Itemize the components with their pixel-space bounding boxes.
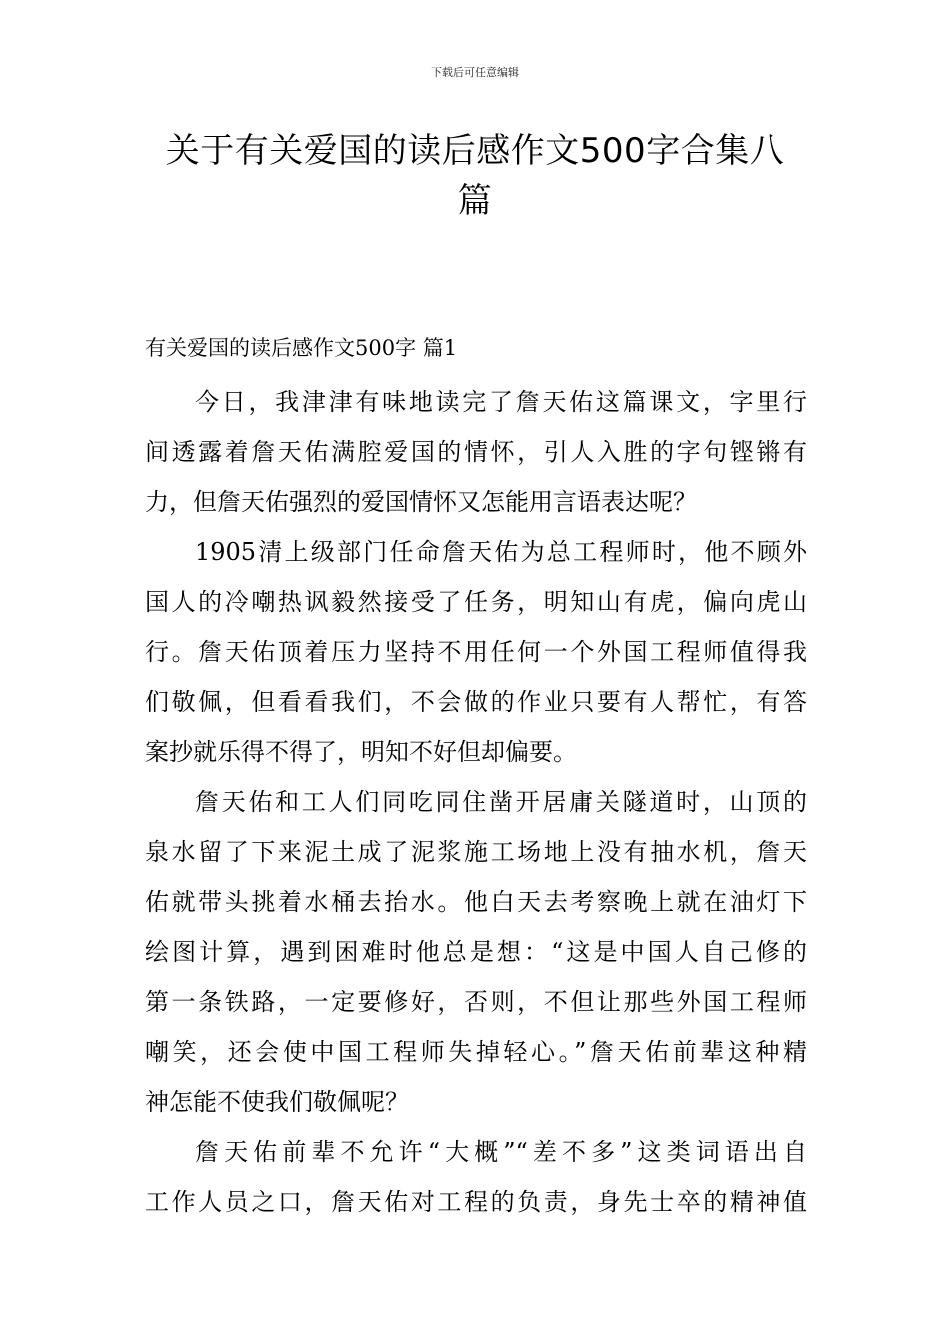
text-line: 们敬佩，但看看我们，不会做的作业只要有人帮忙，有答	[145, 688, 807, 716]
text-line: 行。詹天佑顶着压力坚持不用任何一个外国工程师值得我	[145, 638, 807, 666]
header-note: 下载后可任意编辑	[431, 66, 519, 79]
text-line: 第一条铁路，一定要修好，否则，不但让那些外国工程师	[145, 988, 807, 1016]
title-line: 篇	[457, 181, 493, 221]
article-body	[145, 377, 807, 1227]
text-line: 绘图计算，遇到困难时他总是想：“这是中国人自己修的	[145, 938, 807, 966]
paragraph	[145, 377, 807, 527]
paragraph	[145, 1127, 807, 1227]
text-line: 1905清上级部门任命詹天佑为总工程师时，他不顾外	[195, 538, 807, 566]
text-line: 泉水留了下来泥土成了泥浆施工场地上没有抽水机，詹天	[145, 838, 807, 866]
text-line: 今日，我津津有味地读完了詹天佑这篇课文，字里行	[195, 388, 807, 416]
text-line: 詹天佑和工人们同吃同住凿开居庸关隧道时，山顶的	[195, 788, 807, 816]
text-line: 佑就带头挑着水桶去抬水。他白天去考察晚上就在油灯下	[145, 888, 807, 916]
paragraph	[145, 777, 807, 1127]
text-line: 神怎能不使我们敬佩呢？	[145, 1088, 409, 1116]
text-line: 国人的冷嘲热讽毅然接受了任务，明知山有虎，偏向虎山	[145, 588, 807, 616]
text-line: 力，但詹天佑强烈的爱国情怀又怎能用言语表达呢？	[145, 488, 697, 516]
text-line: 工作人员之口，詹天佑对工程的负责，身先士卒的精神值	[145, 1188, 807, 1216]
text-line: 间透露着詹天佑满腔爱国的情怀，引人入胜的字句铿锵有	[145, 438, 807, 466]
text-line: 嘲笑，还会使中国工程师失掉轻心。”詹天佑前辈这种精	[145, 1038, 807, 1066]
text-line: 詹天佑前辈不允许“大概”“差不多”这类词语出自	[195, 1138, 807, 1166]
paragraph	[145, 527, 807, 777]
text-line: 案抄就乐得不得了，明知不好但却偏要。	[145, 738, 577, 766]
title-line: 关于有关爱国的读后感作文500字合集八	[165, 131, 785, 171]
document-title	[140, 126, 810, 226]
section-heading: 有关爱国的读后感作文500字 篇1	[145, 336, 458, 360]
